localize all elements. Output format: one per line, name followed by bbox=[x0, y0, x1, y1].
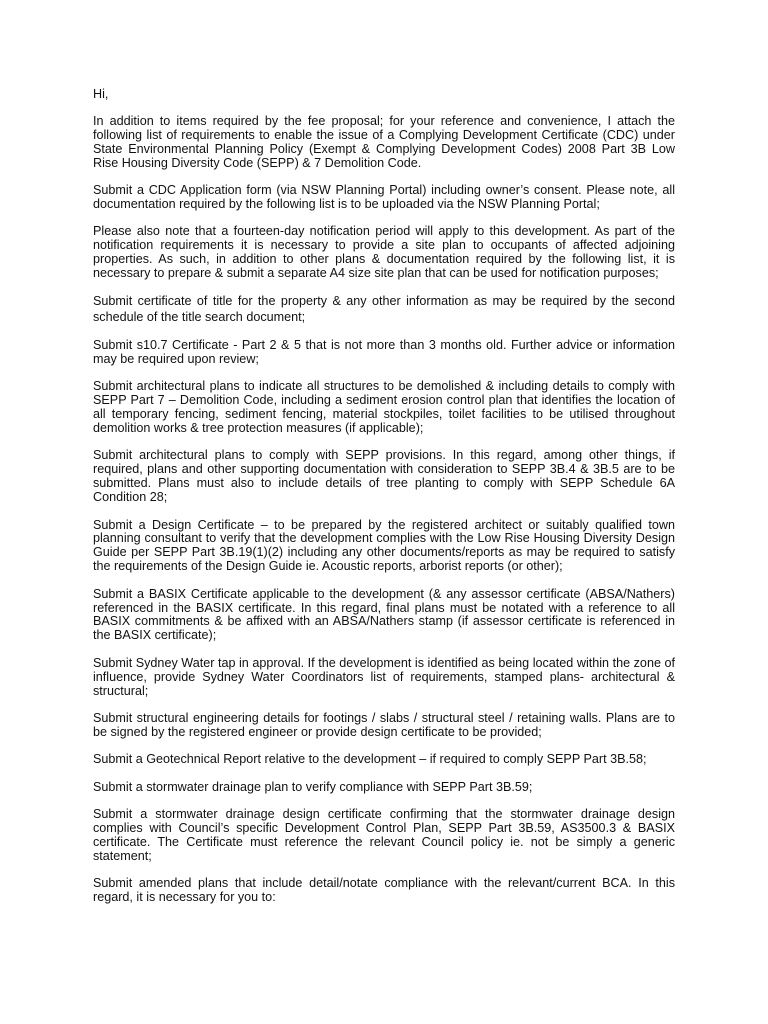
paragraph-amended-plans: Submit amended plans that include detail/notate compliance with the relevant/current BCA. In this regard, it is necessary for you to: bbox=[93, 876, 675, 905]
paragraph-architectural-plans: Submit architectural plans to comply with SEPP provisions. In this regard, among other things, if required, plans and other supporting documentation with consideration to SEPP 3B.4 & 3B.5 are to be submitted. Plans must also to include details of tree planting to comply with SEPP Schedule 6A Condition 28; bbox=[93, 448, 675, 505]
letter-body bbox=[93, 88, 675, 919]
greeting: Hi, bbox=[93, 87, 109, 101]
paragraph-stormwater-certificate: Submit a stormwater drainage design certificate confirming that the stormwater drainage design complies with Council’s specific Development Control Plan, SEPP Part 3B.59, AS3500.3 & BASIX certificate. The Certificate must reference the relevant Council policy ie. not be simply a generic statement; bbox=[93, 807, 675, 863]
paragraph-notification: Please also note that a fourteen-day notification period will apply to this development. As part of the notification requirements it is necessary to provide a site plan to occupants of affected adjoining properties. As such, in addition to other plans & documentation required by the following list, it is necessary to prepare & submit a separate A4 size site plan that can be used for notification purposes; bbox=[93, 224, 675, 281]
paragraph-structural-engineering: Submit structural engineering details for footings / slabs / structural steel / retaining walls. Plans are to be signed by the registered engineer or provide design certificate to be provided; bbox=[93, 711, 675, 739]
paragraph-sydney-water: Submit Sydney Water tap in approval. If the development is identified as being located within the zone of influence, provide Sydney Water Coordinators list of requirements, stamped plans- architectural & structural; bbox=[93, 655, 675, 698]
paragraph-design-certificate: Submit a Design Certificate – to be prepared by the registered architect or suitably qualified town planning consultant to verify that the development complies with the Low Rise Housing Diversity Design Guide per SEPP Part 3B.19(1)(2) including any other documents/reports as may be required to satisfy the requirements of the Design Guide ie. Acoustic reports, arborist reports (or other); bbox=[93, 517, 675, 574]
paragraph-stormwater-plan: Submit a stormwater drainage plan to verify compliance with SEPP Part 3B.59; bbox=[93, 779, 533, 794]
paragraph-intro: In addition to items required by the fee proposal; for your reference and convenience, I attach the following list of requirements to enable the issue of a Complying Development Certificate (CDC) under State Environmental Planning Policy (Exempt & Complying Development Codes) 2008 Part 3B Low Rise Housing Diversity Code (SEPP) & 7 Demolition Code. bbox=[93, 113, 675, 170]
paragraph-certificate-of-title: Submit certificate of title for the property & any other information as may be required by the second schedule of the title search document; bbox=[93, 294, 675, 324]
paragraph-demolition-plans: Submit architectural plans to indicate all structures to be demolished & including details to comply with SEPP Part 7 – Demolition Code, including a sediment erosion control plan that identifies the location of all temporary fencing, sediment fencing, material stockpiles, toilet facilities to be utilised throughout demolition works & tree protection measures (if applicable); bbox=[93, 379, 675, 435]
paragraph-cdc-application: Submit a CDC Application form (via NSW Planning Portal) including owner’s consent. Please note, all documentation required by the following list is to be uploaded via the NSW Planning Portal; bbox=[93, 183, 675, 211]
paragraph-basix-certificate: Submit a BASIX Certificate applicable to the development (& any assessor certificate (ABSA/Nathers) referenced in the BASIX certificate. In this regard, final plans must be notated with a reference to all BASIX commitments & be affixed with an ABSA/Nathers stamp (if assessor certificate is referenced in the BASIX certificate); bbox=[93, 586, 675, 643]
paragraph-geotechnical-report: Submit a Geotechnical Report relative to the development – if required to comply SEPP Part 3B.58; bbox=[93, 752, 647, 767]
paragraph-s10-7-certificate: Submit s10.7 Certificate - Part 2 & 5 that is not more than 3 months old. Further advice or information may be required upon review; bbox=[93, 337, 675, 366]
